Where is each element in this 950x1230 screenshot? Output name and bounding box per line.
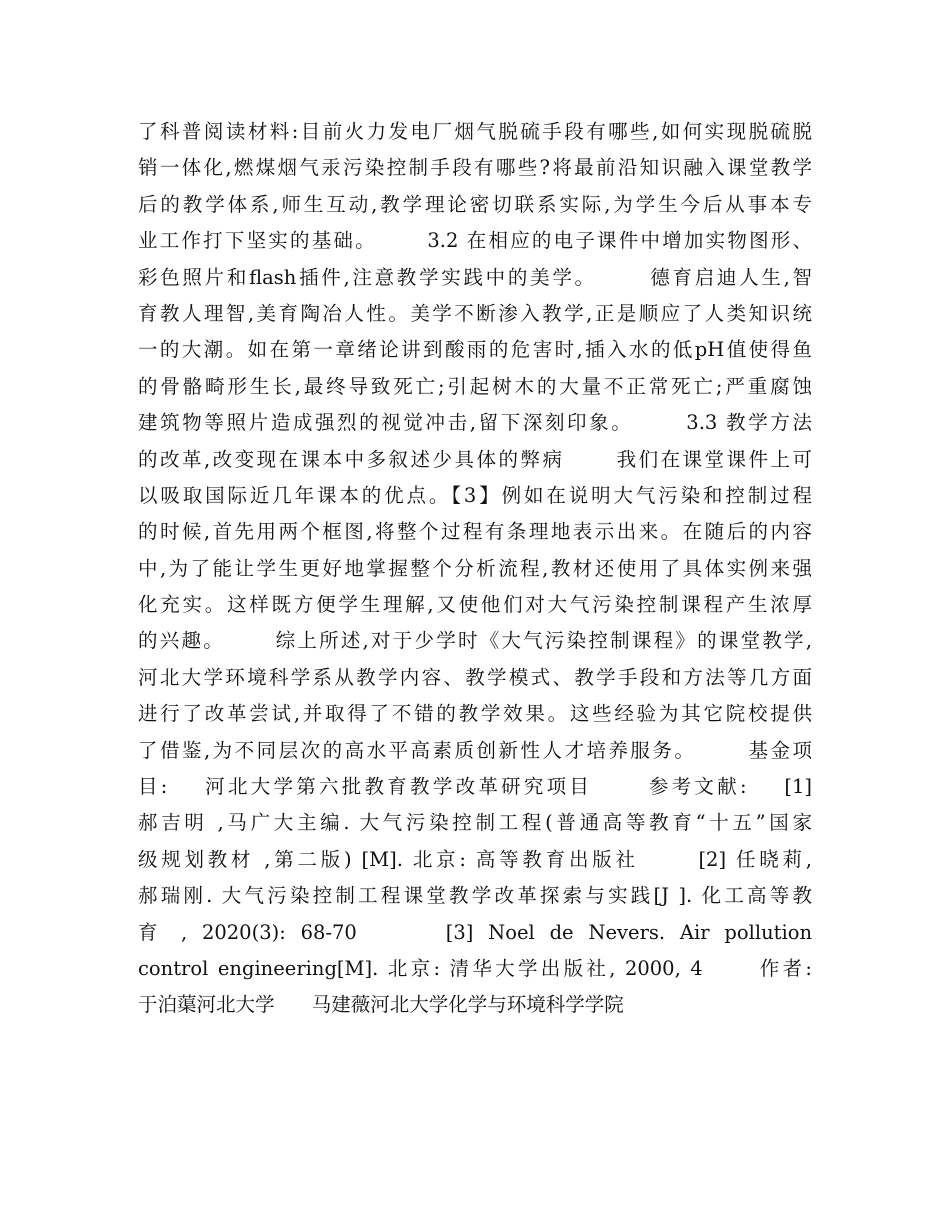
text-line: 于泊蕖河北大学 马建薇河北大学化学与环境科学学院 [138,993,624,1017]
text-line: 以吸取国际近几年课本的优点。【3】例如在说明大气污染和控制过程 [138,483,812,507]
text-line: 销一体化,燃煤烟气汞污染控制手段有哪些?将最前沿知识融入课堂教学 [138,156,812,180]
text-line: 业工作打下坚实的基础。 3.2 在相应的电子课件中增加实物图形、 [138,229,812,253]
document-body [138,114,812,1024]
text-line: 建筑物等照片造成强烈的视觉冲击,留下深刻印象。 3.3 教学方法 [138,411,812,435]
text-line: 育 , 2020(3): 68-70 [3] Noel de Nevers. Air pollution [138,920,812,944]
text-line: 育教人理智,美育陶冶人性。美学不断渗入教学,正是顺应了人类知识统 [138,301,812,325]
text-line: 的骨骼畸形生长,最终导致死亡;引起树木的大量不正常死亡;严重腐蚀 [138,374,812,398]
text-line: 化充实。这样既方便学生理解,又使他们对大气污染控制课程产生浓厚 [138,593,812,617]
text-line: control engineering[M]. 北京: 清华大学出版社, 2000, 4 作者: [138,956,812,980]
text-line: 彩色照片和flash插件,注意教学实践中的美学。 德育启迪人生,智 [138,265,812,289]
text-line: 中,为了能让学生更好地掌握整个分析流程,教材还使用了具体实例来强 [138,556,812,580]
text-line: 了借鉴,为不同层次的高水平高素质创新性人才培养服务。 基金项 [138,738,812,762]
text-line: 进行了改革尝试,并取得了不错的教学效果。这些经验为其它院校提供 [138,702,812,726]
text-line: 的时候,首先用两个框图,将整个过程有条理地表示出来。在随后的内容 [138,520,812,544]
text-line: 河北大学环境科学系从教学内容、教学模式、教学手段和方法等几方面 [138,665,812,689]
text-line: 郝吉明 ,马广大主编. 大气污染控制工程(普通高等教育“十五”国家 [138,811,812,835]
text-line: 了科普阅读材料:目前火力发电厂烟气脱硫手段有哪些,如何实现脱硫脱 [138,120,812,143]
text-line: 郝瑞刚. 大气污染控制工程课堂教学改革探索与实践[J ]. 化工高等教 [138,884,812,908]
text-line: 级规划教材 ,第二版) [M]. 北京: 高等教育出版社 [2] 任晓莉, [138,847,812,871]
text-line: 目: 河北大学第六批教育教学改革研究项目 参考文献: [1] [138,775,812,799]
text-line: 的兴趣。 综上所述,对于少学时《大气污染控制课程》的课堂教学, [138,629,812,653]
text-line: 一的大潮。如在第一章绪论讲到酸雨的危害时,插入水的低pH值使得鱼 [138,338,812,362]
text-line: 后的教学体系,师生互动,教学理论密切联系实际,为学生今后从事本专 [138,192,812,216]
text-line: 的改革,改变现在课本中多叙述少具体的弊病 我们在课堂课件上可 [138,447,812,471]
